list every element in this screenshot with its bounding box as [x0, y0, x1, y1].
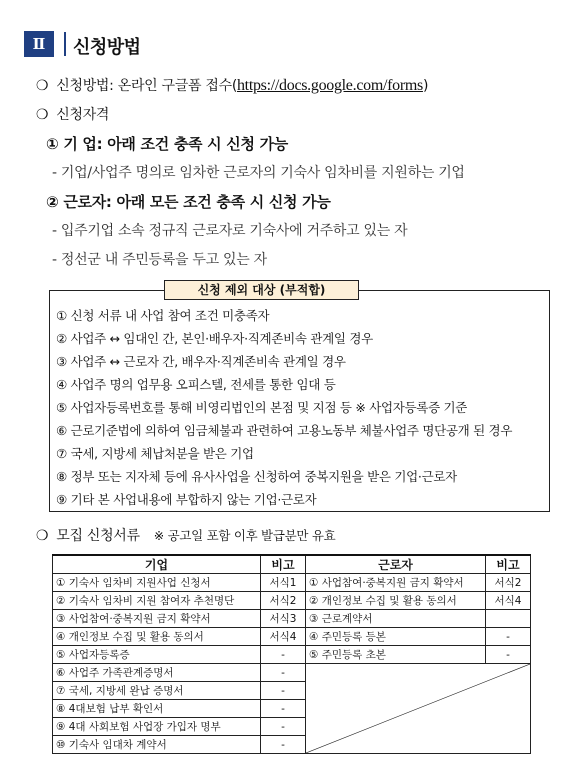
company-doc-note: 서식3 — [261, 610, 306, 628]
documents-table — [52, 554, 531, 754]
table-row — [53, 628, 531, 646]
exclusion-item: ③ 사업주 ↔ 근로자 간, 배우자·직계존비속 관계일 경우 — [56, 354, 346, 369]
section-title: 신청방법 — [73, 37, 141, 58]
diagonal-line — [306, 664, 530, 753]
worker-doc: ③ 근로계약서 — [306, 610, 486, 628]
company-doc: ② 기숙사 임차비 지원 참여자 추천명단 — [53, 592, 261, 610]
docs-label: 모집 신청서류 — [56, 528, 140, 544]
company-doc-note: - — [261, 700, 306, 718]
apply-method-label: 신청방법: 온라인 구글폼 접수( — [56, 78, 237, 94]
eligibility-line — [36, 104, 109, 124]
company-doc: ⑤ 사업자등록증 — [53, 646, 261, 664]
bullet-icon: ❍ — [36, 528, 49, 544]
company-doc-note: - — [261, 718, 306, 736]
company-doc-note: - — [261, 664, 306, 682]
table-row — [53, 574, 531, 592]
section-divider — [64, 32, 66, 56]
section-number: Ⅱ — [24, 31, 54, 57]
company-doc-note: - — [261, 646, 306, 664]
worker-doc-note: 서식2 — [486, 574, 531, 592]
eligibility-label: 신청자격 — [56, 107, 110, 123]
company-doc-note: 서식2 — [261, 592, 306, 610]
company-doc: ① 기숙사 임차비 지원사업 신청서 — [53, 574, 261, 592]
docs-line — [36, 525, 335, 545]
worker-doc: ② 개인정보 수집 및 활용 동의서 — [306, 592, 486, 610]
table-row — [53, 610, 531, 628]
exclusion-item: ⑨ 기타 본 사업내용에 부합하지 않는 기업·근로자 — [56, 492, 317, 507]
table-row — [53, 646, 531, 664]
exclusion-item: ⑧ 정부 또는 지자체 등에 유사사업을 신청하여 중복지원을 받은 기업·근로자 — [56, 469, 457, 484]
company-note-header: 비고 — [261, 555, 306, 574]
worker-item: - 입주기업 소속 정규직 근로자로 기숙사에 거주하고 있는 자 — [52, 223, 408, 239]
worker-note-header: 비고 — [486, 555, 531, 574]
worker-doc: ④ 주민등록 등본 — [306, 628, 486, 646]
company-header: 기업 — [53, 555, 261, 574]
company-heading: ① 기 업: 아래 조건 충족 시 신청 가능 — [46, 135, 288, 153]
docs-note: ※ 공고일 포함 이후 발급분만 유효 — [153, 528, 336, 543]
worker-doc: ⑤ 주민등록 초본 — [306, 646, 486, 664]
company-doc-note: 서식1 — [261, 574, 306, 592]
company-doc-note: 서식4 — [261, 628, 306, 646]
company-doc-note: - — [261, 736, 306, 754]
company-doc: ⑦ 국세, 지방세 완납 증명서 — [53, 682, 261, 700]
company-doc: ③ 사업참여·중복지원 금지 확약서 — [53, 610, 261, 628]
worker-doc-note: 서식4 — [486, 592, 531, 610]
worker-item: - 정선군 내 주민등록을 두고 있는 자 — [52, 252, 267, 268]
exclusion-item: ⑦ 국세, 지방세 체납처분을 받은 기업 — [56, 446, 254, 461]
company-doc: ⑧ 4대보험 납부 확인서 — [53, 700, 261, 718]
company-doc: ④ 개인정보 수집 및 활용 동의서 — [53, 628, 261, 646]
company-doc: ⑥ 사업주 가족관계증명서 — [53, 664, 261, 682]
worker-doc-note: - — [486, 646, 531, 664]
worker-header: 근로자 — [306, 555, 486, 574]
apply-method-close: ) — [422, 78, 429, 94]
table-row — [53, 592, 531, 610]
worker-doc: ① 사업참여·중복지원 금지 확약서 — [306, 574, 486, 592]
bullet-icon: ❍ — [36, 107, 49, 123]
worker-doc-note — [486, 610, 531, 628]
google-form-link[interactable]: https://docs.google.com/forms — [236, 77, 423, 94]
empty-crossed-cell — [306, 664, 531, 754]
exclusion-item: ④ 사업주 명의 업무용 오피스텔, 전세를 통한 임대 등 — [56, 377, 336, 392]
worker-heading: ② 근로자: 아래 모든 조건 충족 시 신청 가능 — [46, 193, 331, 211]
company-doc: ⑨ 4대 사회보험 사업장 가입자 명부 — [53, 718, 261, 736]
exclusion-item: ② 사업주 ↔ 임대인 간, 본인·배우자·직계존비속 관계일 경우 — [56, 331, 373, 346]
worker-doc-note: - — [486, 628, 531, 646]
company-doc: ⑩ 기숙사 임대차 계약서 — [53, 736, 261, 754]
company-item: - 기업/사업주 명의로 임차한 근로자의 기숙사 임차비를 지원하는 기업 — [52, 165, 465, 181]
exclusion-item: ① 신청 서류 내 사업 참여 조건 미충족자 — [56, 308, 270, 323]
exclusion-item: ⑤ 사업자등록번호를 통해 비영리법인의 본점 및 지점 등 ※ 사업자등록증 기준 — [56, 400, 468, 415]
table-row — [53, 664, 531, 682]
company-doc-note: - — [261, 682, 306, 700]
section-header — [24, 31, 554, 57]
exclusion-title: 신청 제외 대상 (부적합) — [164, 280, 359, 300]
apply-method-line — [36, 75, 428, 95]
bullet-icon: ❍ — [36, 78, 49, 94]
table-header-row — [53, 555, 531, 574]
exclusion-item: ⑥ 근로기준법에 의하여 임금체불과 관련하여 고용노동부 체불사업주 명단공개 된 경우 — [56, 423, 513, 438]
